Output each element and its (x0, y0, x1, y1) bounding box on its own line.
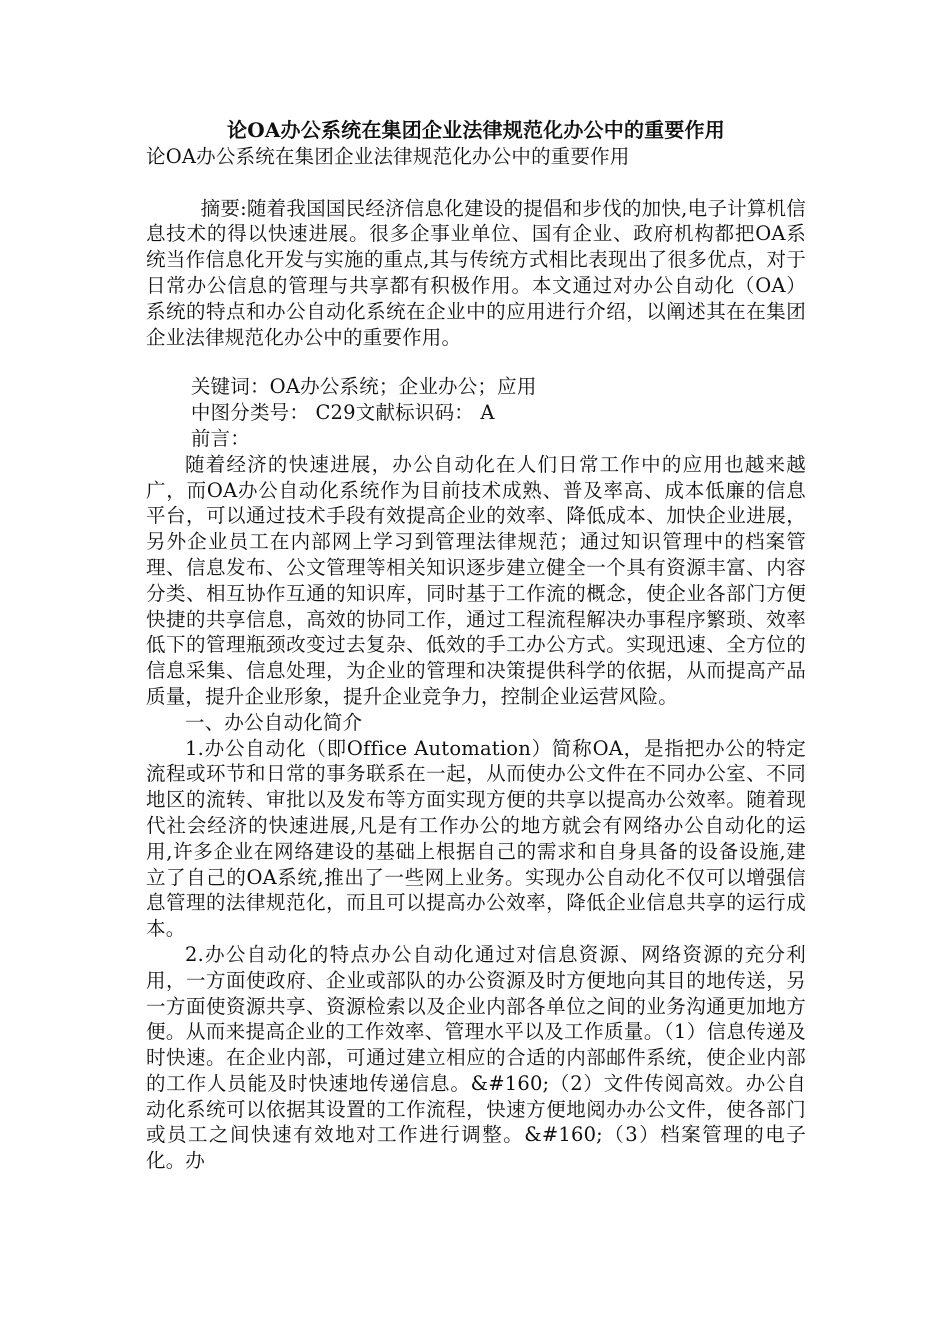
spacer (146, 170, 806, 196)
classification-line: 中图分类号： C29文献标识码： A (190, 401, 495, 425)
keywords-line: 关键词：OA办公系统；企业办公；应用 (190, 375, 537, 399)
abstract-paragraph: 摘要:随着我国国民经济信息化建设的提倡和步伐的加快,电子计算机信息技术的得以快速进展。很多企事业单位、国有企业、政府机构都把OA系统当作信息化开发与实施的重点,其与传统方式相比表现出了很多优点，对于日常办公信息的管理与共享都有积极作用。本文通过对办公自动化（OA）系统的特点和办公自动化系统在企业中的应用进行介绍，以阐述其在在集团企业法律规范化办公中的重要作用。 (146, 196, 806, 349)
body-paragraph-1: 1.办公自动化（即Office Automation）简称OA，是指把办公的特定流程或环节和日常的事务联系在一起，从而使办公文件在不同办公室、不同地区的流转、审批以及发布等方面实现方便的共享以提高办公效率。随着现代社会经济的快速进展,凡是有工作办公的地方就会有网络办公自动化的运用,许多企业在网络建设的基础上根据自己的需求和自身具备的设备设施,建立了自己的OA系统,推出了一些网上业务。实现办公自动化不仅可以增强信息管理的法律规范化，而且可以提高办公效率，降低企业信息共享的运行成本。 (146, 736, 806, 941)
preface-paragraph: 随着经济的快速进展，办公自动化在人们日常工作中的应用也越来越广，而OA办公自动化系统作为目前技术成熟、普及率高、成本低廉的信息平台，可以通过技术手段有效提高企业的效率、降低成本、加快企业进展，另外企业员工在内部网上学习到管理法律规范；通过知识管理中的档案管理、信息发布、公文管理等相关知识逐步建立健全一个具有资源丰富、内容分类、相互协作互通的知识库，同时基于工作流的概念，使企业各部门方便快捷的共享信息，高效的协同工作，通过工程流程解决办事程序繁琐、效率低下的管理瓶颈改变过去复杂、低效的手工办公方式。实现迅速、全方位的信息采集、信息处理，为企业的管理和决策提供科学的依据，从而提高产品质量，提升企业形象，提升企业竞争力，控制企业运营风险。 (146, 452, 806, 708)
section-heading: 一、办公自动化简介 (185, 710, 363, 734)
preface-label: 前言： (190, 426, 250, 450)
document-subtitle: 论OA办公系统在集团企业法律规范化办公中的重要作用 (146, 144, 630, 168)
spacer (146, 350, 806, 374)
document-page (146, 118, 806, 1174)
body-paragraph-2: 2.办公自动化的特点办公自动化通过对信息资源、网络资源的充分利用，一方面使政府、企业或部队的办公资源及时方便地向其目的地传送，另一方面使资源共享、资源检索以及企业内部各单位之间的业务沟通更加地方便。从而来提高企业的工作效率、管理水平以及工作质量。（1）信息传递及时快速。在企业内部，可通过建立相应的合适的内部邮件系统，使企业内部的工作人员能及时快速地传递信息。&#160;（2）文件传阅高效。办公自动化系统可以依据其设置的工作流程，快速方便地阅办办公文件，使各部门或员工之间快速有效地对工作进行调整。&#160;（3）档案管理的电子化。办 (146, 942, 806, 1173)
document-title: 论OA办公系统在集团企业法律规范化办公中的重要作用 (227, 118, 725, 142)
